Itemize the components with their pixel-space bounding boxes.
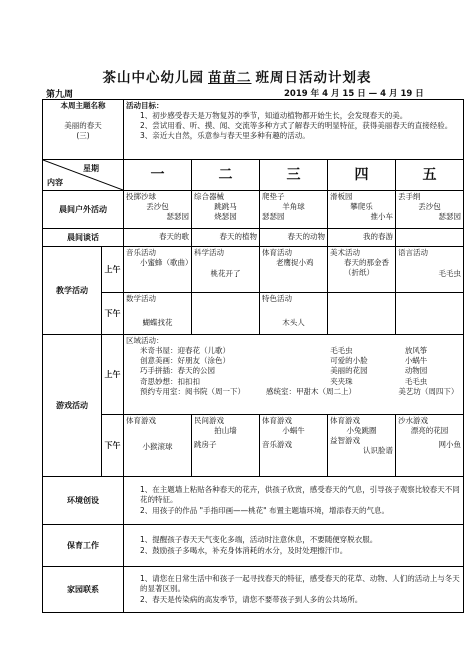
games-pm-label: 下午 xyxy=(102,415,124,477)
cell-text: 特色活动 xyxy=(262,294,292,303)
morning-cell xyxy=(192,191,260,229)
cell-text: 滑板园 xyxy=(330,192,353,201)
cell-text: 木头人 xyxy=(282,318,305,328)
area-activities xyxy=(124,335,464,415)
cell-text: 毛毛虫 xyxy=(330,346,353,356)
cell-text: 米奇书屋：迎春花（儿歌） xyxy=(140,346,230,356)
cell-text: 沙水游戏 xyxy=(398,416,428,425)
talk-item: 春天的植物 xyxy=(192,229,260,247)
cell-text: 体育游戏 xyxy=(330,416,360,425)
cell-text: 益智游戏 xyxy=(330,436,360,446)
teaching-label: 教学活动 xyxy=(43,247,102,335)
day-header-row xyxy=(43,160,464,191)
goals-label: 活动目标： xyxy=(126,101,164,110)
cell-text: 体育游戏 xyxy=(126,416,156,425)
cell-text: 美丽的花园 xyxy=(330,366,368,376)
cell-text: 数学活动 xyxy=(126,294,156,303)
cell-text: 烧瑟园 xyxy=(214,212,237,222)
morning-cell xyxy=(124,191,192,229)
theme-name: 美丽的春天 xyxy=(64,121,102,131)
cell-text: 丢手绢 xyxy=(398,192,421,201)
cell-text: 美艺坊（周四下） xyxy=(398,386,459,396)
cell-text: 创意美画：好朋友（涂色） xyxy=(140,356,230,366)
cell-text: 小蜗牛 xyxy=(404,356,428,366)
cell-text: 可爱的小脸 xyxy=(330,356,368,366)
home-row xyxy=(43,567,464,613)
cell-text: 放风筝 xyxy=(404,346,428,356)
day-monday: 一 xyxy=(124,160,192,191)
talk-row xyxy=(43,229,464,247)
theme-row xyxy=(43,100,464,160)
cell-text: 毛毛虫 xyxy=(404,376,428,386)
cell-text: 2、春天是传染病的高发季节，请您不要带孩子到人多的公共场所。 xyxy=(140,594,363,604)
area-row xyxy=(126,387,461,397)
morning-label: 晨间户外活动 xyxy=(43,191,124,229)
area-row xyxy=(126,356,461,366)
cell-text: 动物园 xyxy=(404,366,428,376)
cell-text: 科学活动 xyxy=(194,248,224,257)
cell-text: 体育游戏 xyxy=(262,416,292,425)
cell-text: 2、鼓励孩子多喝水，补充身体消耗的水分，及时处理擦汗巾。 xyxy=(140,545,348,555)
care-label: 保育工作 xyxy=(43,525,124,567)
cell-text: 跳跳马 xyxy=(214,202,237,212)
cell-text: 瑟瑟园 xyxy=(438,212,462,222)
goal-item: 2、尝试用看、听、摸、闻、交流等多种方式了解春天的明显特征，获得美丽春天的直接经验。 xyxy=(140,121,453,131)
morning-cell xyxy=(396,191,464,229)
day-tuesday: 二 xyxy=(192,160,260,191)
environment-label: 环境创设 xyxy=(43,477,124,525)
cell-text: 爬垫子 xyxy=(262,192,285,201)
cell-text: 攀爬乐 xyxy=(350,202,373,212)
teaching-am-label: 上午 xyxy=(102,247,124,293)
cell-text: 1、请您在日常生活中和孩子一起寻找春天的特征，感受春天的花草、动物、人们的活动上与冬天的显著区别。 xyxy=(140,574,460,594)
week-label: 第九周 xyxy=(46,90,74,100)
day-friday: 五 xyxy=(396,160,464,191)
environment-content xyxy=(124,477,464,525)
teaching-cell xyxy=(192,293,260,335)
theme-part: (三) xyxy=(76,131,90,141)
teaching-am-row xyxy=(43,247,464,293)
cell-text: 1、提醒孩子春天天气变化多端，活动时注意休息，不要随便穿脱衣服。 xyxy=(140,535,378,545)
talk-item: 我的春游 xyxy=(328,229,396,247)
home-content xyxy=(124,567,464,613)
games-label: 游戏活动 xyxy=(43,335,102,477)
cell-text: 音乐活动 xyxy=(126,248,156,257)
cell-text: 认识脸谱 xyxy=(363,446,393,456)
cell-text: 体育活动 xyxy=(262,248,292,257)
talk-item: 春天的歌 xyxy=(124,229,192,247)
plan-title-suffix: 班周日活动计划表 xyxy=(255,70,372,86)
talk-item: 春天的动物 xyxy=(260,229,328,247)
cell-text: 美术活动 xyxy=(330,248,360,257)
plan-title xyxy=(0,66,474,86)
day-wednesday: 三 xyxy=(260,160,328,191)
teaching-cell xyxy=(328,293,396,335)
cell-text: 瑟瑟园 xyxy=(262,212,285,222)
date-range: 2019 年 4 月 15 日 — 4 月 19 日 xyxy=(284,89,424,99)
theme-cell xyxy=(43,100,124,160)
content-label: 内容 xyxy=(47,177,63,188)
cell-text: 推小车 xyxy=(370,212,393,222)
morning-cell xyxy=(328,191,396,229)
care-row xyxy=(43,525,464,567)
cell-text: 丢沙包 xyxy=(418,202,441,212)
cell-text: 奇思妙想：扣扣扣 xyxy=(140,376,200,386)
talk-item-empty xyxy=(396,229,464,247)
cell-text: 音乐游戏 xyxy=(262,440,292,450)
cell-text: 语言活动 xyxy=(398,248,428,257)
games-cell xyxy=(192,415,260,477)
cell-text: 丢沙包 xyxy=(146,202,169,212)
teaching-pm-label: 下午 xyxy=(102,293,124,335)
cell-text: 2、用孩子的作品 "手指印画——桃花" 布置主题墙环境，增添春天的气息。 xyxy=(140,505,389,515)
teaching-cell xyxy=(396,293,464,335)
area-row xyxy=(126,377,461,387)
cell-text: 综合器械 xyxy=(194,192,224,201)
cell-text: 漂亮的花园 xyxy=(410,426,449,436)
teaching-cell xyxy=(260,293,328,335)
care-content xyxy=(124,525,464,567)
class-name: 苗苗二 xyxy=(208,70,252,86)
games-pm-row xyxy=(43,415,464,477)
goal-item: 3、亲近大自然，乐意参与春天里多种有趣的活动。 xyxy=(140,131,310,141)
cell-text: 小蜜蜂（歌曲） xyxy=(140,258,193,268)
cell-text: 小猴滚球 xyxy=(142,442,173,452)
weekly-plan-table xyxy=(42,99,464,613)
header-corner xyxy=(43,160,124,191)
cell-text: 预约专用室：阅书院（周一下） xyxy=(140,386,245,396)
area-row xyxy=(126,346,461,356)
talk-label: 晨间谈话 xyxy=(43,229,124,247)
cell-text: 蝴蝶找花 xyxy=(142,318,173,328)
cell-text: 感统室：甲甜木（周二上） xyxy=(265,386,356,396)
cell-text: 投掷沙球 xyxy=(126,192,156,201)
cell-text: 春天的那金香（折纸） xyxy=(344,258,389,278)
games-cell xyxy=(260,415,328,477)
cell-text: 小蜗牛 xyxy=(282,426,305,436)
cell-text: 毛毛虫 xyxy=(438,269,462,279)
games-am-label: 上午 xyxy=(102,335,124,415)
cell-text: 民间游戏 xyxy=(194,416,224,425)
teaching-cell xyxy=(124,247,192,293)
games-cell xyxy=(328,415,396,477)
cell-text: 网小鱼 xyxy=(438,440,462,450)
cell-text: 拍山墙 xyxy=(214,426,237,436)
cell-text: 桃花开了 xyxy=(210,269,241,279)
cell-text: 小兔跳圈 xyxy=(346,426,377,436)
environment-row xyxy=(43,477,464,525)
games-cell xyxy=(396,415,464,477)
teaching-cell xyxy=(260,247,328,293)
morning-cell xyxy=(260,191,328,229)
teaching-cell xyxy=(396,247,464,293)
teaching-pm-row xyxy=(43,293,464,335)
day-thursday: 四 xyxy=(328,160,396,191)
goal-item: 1、初步感受春天是万物复苏的季节，知道动植物都开始生长，会发现春天的美。 xyxy=(140,111,408,121)
school-name: 茶山中心幼儿园 xyxy=(102,70,204,86)
teaching-cell xyxy=(328,247,396,293)
cell-text: 1、在主题墙上粘贴各种春天的花卉，供孩子欣赏，感受春天的气息，引导孩子观察比较春天不同花的特征。 xyxy=(140,485,460,505)
area-row xyxy=(126,366,461,376)
home-label: 家园联系 xyxy=(43,567,124,613)
games-am-row xyxy=(43,335,464,415)
cell-text: 跳房子 xyxy=(194,440,217,450)
cell-text: 羊角球 xyxy=(282,202,305,212)
star-label: 星期 xyxy=(83,163,99,173)
cell-text: 夹夹珠 xyxy=(330,376,353,386)
cell-text: 老鹰捉小鸡 xyxy=(276,258,314,268)
area-title: 区域活动： xyxy=(126,336,164,345)
cell-text: 巧手拼插：春天的公园 xyxy=(140,366,215,376)
teaching-cell xyxy=(192,247,260,293)
theme-goals xyxy=(124,100,464,160)
morning-row xyxy=(43,191,464,229)
teaching-cell xyxy=(124,293,192,335)
cell-text: 瑟瑟园 xyxy=(166,212,189,222)
theme-label: 本周主题名称 xyxy=(60,101,106,110)
games-cell xyxy=(124,415,192,477)
